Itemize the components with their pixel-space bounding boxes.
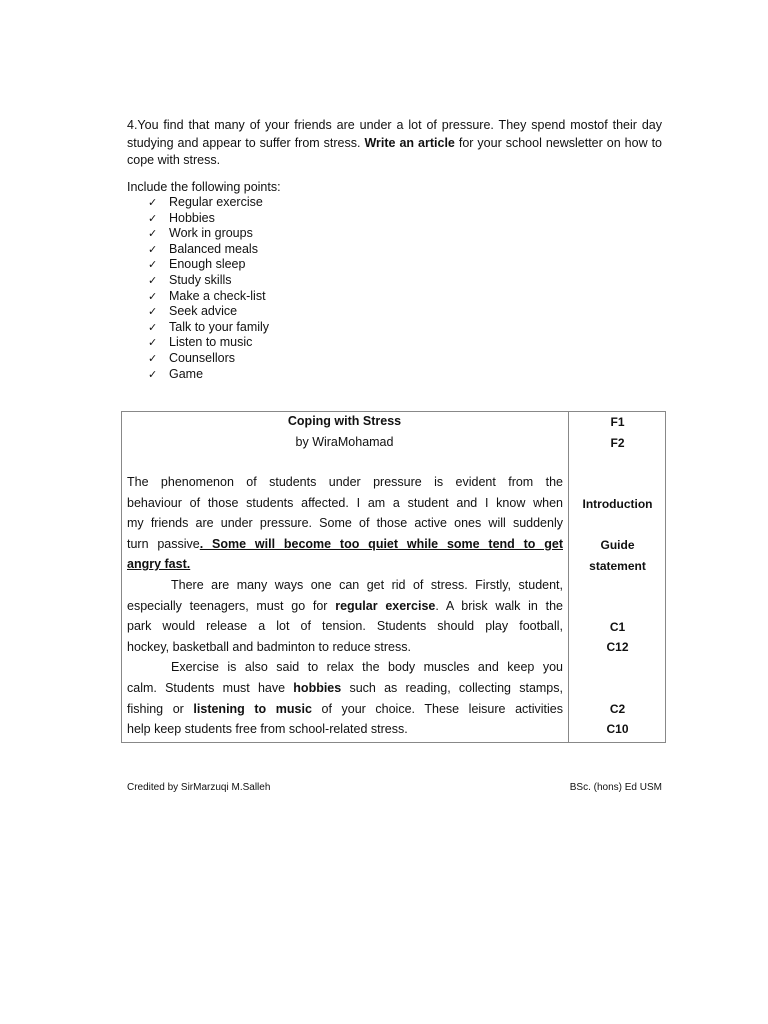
article-title: Coping with Stress — [287, 414, 402, 428]
check-icon: ✓ — [148, 274, 158, 287]
question-prompt — [127, 117, 662, 170]
check-icon: ✓ — [148, 290, 158, 303]
list-item — [148, 211, 269, 227]
list-item — [148, 257, 269, 273]
point-label: Counsellors — [169, 350, 236, 365]
footer-qualification: BSc. (hons) Ed USM — [569, 782, 662, 793]
article-line — [127, 596, 563, 616]
article-line: hockey, basketball and badminton to reduce stress. — [127, 640, 411, 654]
point-label: Enough sleep — [169, 257, 246, 272]
article-text: . A brisk walk in the — [435, 599, 563, 613]
article-line: park would release a lot of tension. Students should play football, — [127, 619, 563, 633]
article-text: especially teenagers, must go for — [127, 599, 336, 613]
key-point-text: regular exercise — [335, 599, 436, 613]
footer-credit: Credited by SirMarzuqi M.Salleh — [127, 782, 271, 793]
key-point-text: hobbies — [293, 681, 342, 695]
list-item — [148, 304, 269, 320]
article-line — [127, 534, 563, 554]
list-item — [148, 367, 269, 383]
article-line: behaviour of those students affected. I am a student and I know when — [127, 496, 563, 510]
article-text: fishing or — [127, 702, 194, 716]
list-item — [148, 351, 269, 367]
article-text: Exercise is also said to relax the body muscles and keep you — [171, 660, 563, 674]
check-icon: ✓ — [148, 228, 158, 241]
article-text: of your choice. These leisure activities — [311, 702, 564, 716]
article-line — [127, 657, 563, 677]
code-c2: C2 — [609, 702, 626, 716]
list-item — [148, 226, 269, 242]
point-label: Hobbies — [169, 210, 215, 225]
article-byline: by WiraMohamad — [295, 435, 394, 449]
code-c10: C10 — [606, 722, 629, 736]
question-text: 4.You find that many of your friends are under a lot of pressure. They spend mostof their day studying and appear to suffer from stress. — [127, 118, 662, 150]
check-icon: ✓ — [148, 212, 158, 225]
point-label: Seek advice — [169, 304, 238, 319]
list-item — [148, 335, 269, 351]
check-icon: ✓ — [148, 337, 158, 350]
code-c1: C1 — [609, 620, 626, 634]
point-label: Regular exercise — [169, 195, 263, 209]
article-line: help keep students free from school-related stress. — [127, 722, 408, 736]
code-c12: C12 — [606, 640, 629, 654]
list-item — [148, 273, 269, 289]
article-line — [127, 554, 563, 574]
column-divider — [568, 411, 569, 743]
include-label: Include the following points: — [127, 180, 281, 194]
list-item — [148, 242, 269, 258]
point-label: Talk to your family — [169, 319, 270, 334]
article-text: calm. Students must have — [127, 681, 294, 695]
article-line — [127, 699, 563, 719]
list-item — [148, 195, 269, 211]
points-list — [148, 195, 269, 382]
check-icon: ✓ — [148, 197, 158, 209]
point-label: Make a check-list — [169, 288, 266, 303]
article-text: turn passive — [127, 537, 200, 551]
check-icon: ✓ — [148, 306, 158, 319]
point-label: Balanced meals — [169, 241, 258, 256]
point-label: Work in groups — [169, 226, 253, 241]
article-text: There are many ways one can get rid of stress. Firstly, student, — [171, 578, 563, 592]
question-emphasis: Write an article — [364, 135, 455, 150]
question-text-end: for your school newsletter on how to cope with stress. — [127, 135, 662, 167]
check-icon: ✓ — [148, 368, 158, 381]
code-introduction: Introduction — [582, 497, 653, 511]
check-icon: ✓ — [148, 352, 158, 365]
guide-statement-text: angry fast. — [127, 557, 191, 571]
check-icon: ✓ — [148, 321, 158, 334]
guide-statement-text: . Some will become too quiet while some tend to get — [199, 537, 563, 551]
point-label: Listen to music — [169, 335, 253, 350]
article-line — [127, 575, 563, 595]
code-statement: statement — [589, 559, 646, 573]
article-line: my friends are under pressure. Some of those active ones will suddenly — [127, 516, 563, 530]
code-guide: Guide — [600, 538, 635, 552]
code-f2: F2 — [610, 436, 625, 450]
list-item — [148, 289, 269, 305]
check-icon: ✓ — [148, 259, 158, 272]
code-f1: F1 — [610, 415, 625, 429]
article-line — [127, 678, 563, 698]
list-item — [148, 320, 269, 336]
key-point-text: listening to music — [193, 702, 312, 716]
article-line: The phenomenon of students under pressure is evident from the — [127, 475, 563, 489]
point-label: Game — [169, 366, 204, 381]
check-icon: ✓ — [148, 243, 158, 256]
article-text: such as reading, collecting stamps, — [341, 681, 563, 695]
point-label: Study skills — [169, 272, 232, 287]
